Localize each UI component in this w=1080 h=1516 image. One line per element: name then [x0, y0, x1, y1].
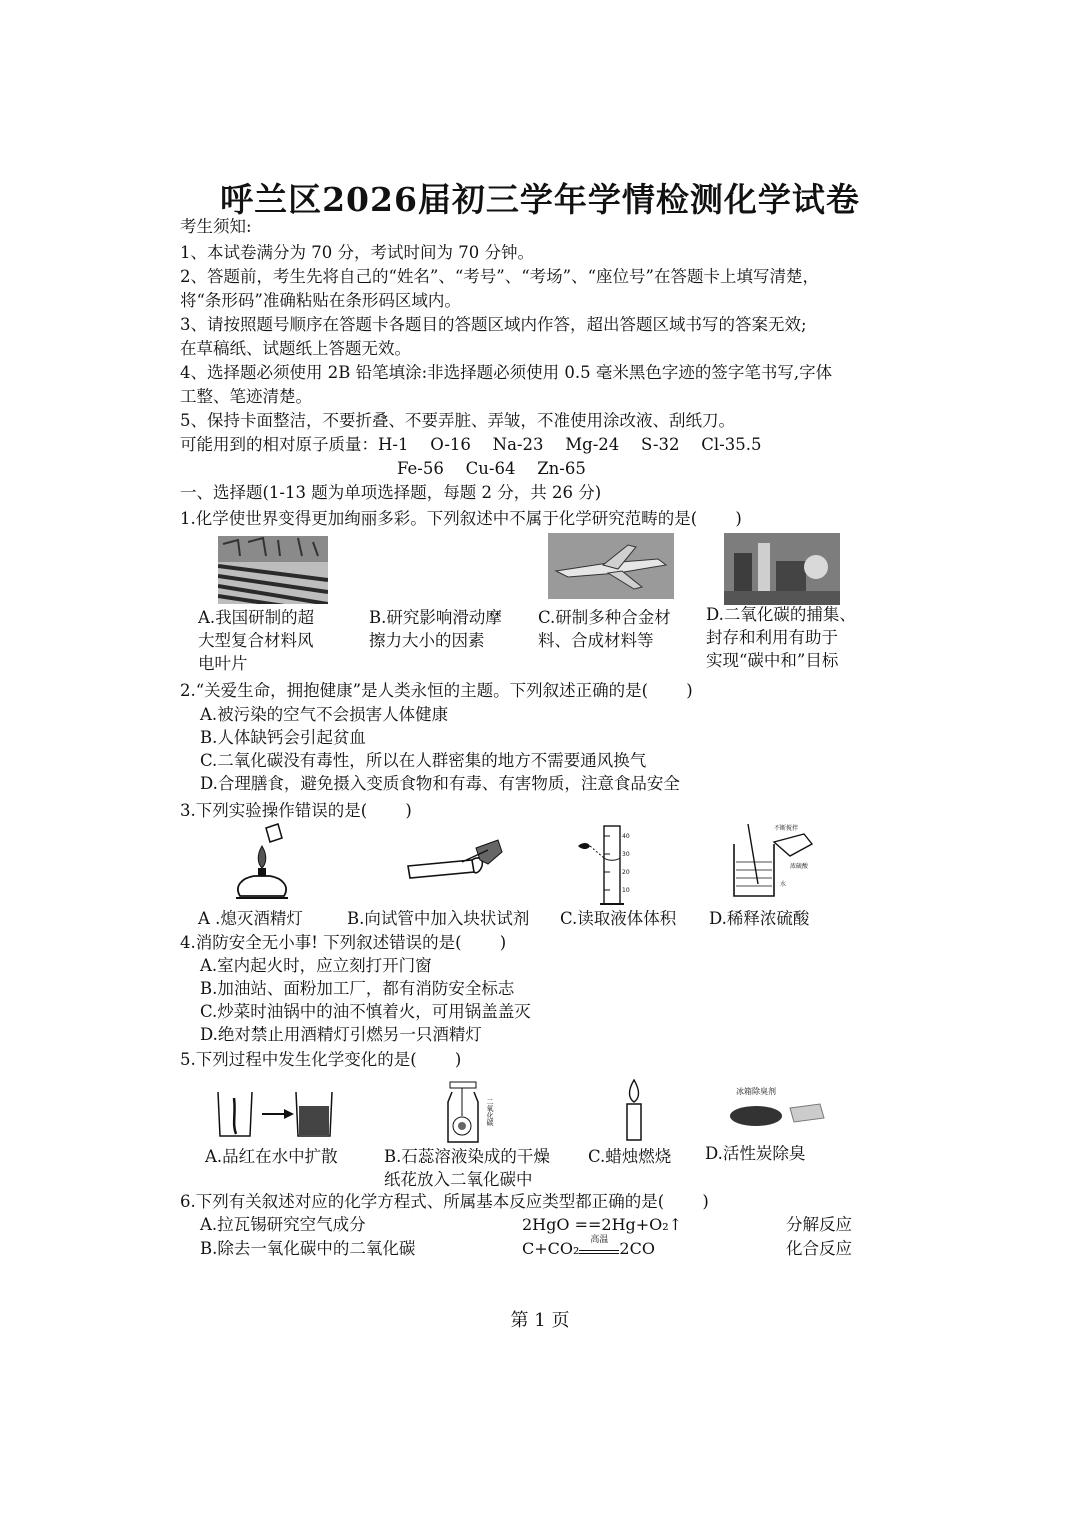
water-label: 水	[780, 881, 787, 888]
wind-blade-photo	[218, 536, 328, 604]
q6-option-a-type: 分解反应	[786, 1215, 852, 1234]
aircraft-photo	[548, 533, 674, 599]
q3-option-c: C.读取液体体积	[560, 909, 677, 928]
cylinder-tick: 30	[622, 851, 630, 858]
notice-item: 4、选择题必须使用 2B 铅笔填涂:非选择题必须使用 0.5 毫米黑色字迹的签字笔书写,字体	[180, 363, 833, 382]
q3-option-a: A .熄灭酒精灯	[198, 909, 303, 928]
notice-item: 1、本试卷满分为 70 分，考试时间为 70 分钟。	[180, 243, 534, 262]
q4-option-a: A.室内起火时，应立刻打开门窗	[200, 956, 432, 975]
atomic-mass-line: 可能用到的相对原子质量：H-1 O-16 Na-23 Mg-24 S-32 Cl-35.5	[180, 435, 762, 454]
q6-option-a-text: A.拉瓦锡研究空气成分	[200, 1215, 366, 1234]
q2-option-a: A.被污染的空气不会损害人体健康	[200, 705, 449, 724]
q5-option-d: D.活性炭除臭	[705, 1144, 806, 1163]
notice-item: 工整、笔迹清楚。	[180, 387, 312, 406]
question-stem: 3.下列实验操作错误的是( )	[180, 801, 412, 820]
dilution-figure	[730, 822, 824, 902]
page-number: 第 1 页	[510, 1310, 570, 1331]
notice-item: 3、请按照题号顺序在答题卡各题目的答题区域内作答，超出答题区域书写的答案无效;	[180, 315, 807, 334]
q4-option-c: C.炒菜时油锅中的油不慎着火，可用锅盖盖灭	[200, 1002, 531, 1021]
question-stem: 4.消防安全无小事! 下列叙述错误的是( )	[180, 933, 507, 952]
q2-option-c: C.二氧化碳没有毒性，所以在人群密集的地方不需要通风换气	[200, 751, 647, 770]
test-tube-figure	[402, 832, 506, 890]
q5-option-b: B.石蕊溶液染成的干燥 纸花放入二氧化碳中	[384, 1147, 550, 1189]
diffusion-figure	[214, 1084, 334, 1140]
notice-item: 在草稿纸、试题纸上答题无效。	[180, 339, 411, 358]
cylinder-tick: 10	[622, 887, 630, 894]
cylinder-tick: 20	[622, 869, 630, 876]
q2-option-d: D.合理膳食，避免摄入变质食物和有毒、有害物质，注意食品安全	[200, 774, 680, 793]
q6-option-b-text: B.除去一氧化碳中的二氧化碳	[200, 1239, 416, 1258]
q6-option-b-type: 化合反应	[786, 1239, 852, 1258]
q6-option-b-equation: C+CO₂ 高温 2CO	[522, 1235, 655, 1258]
notice-item: 5、保持卡面整洁，不要折叠、不要弄脏、弄皱，不准使用涂改液、刮纸刀。	[180, 411, 735, 430]
graduated-cylinder-figure	[576, 824, 634, 908]
section-heading: 一、选择题(1-13 题为单项选择题，每题 2 分，共 26 分)	[180, 483, 602, 502]
q3-option-d: D.稀释浓硫酸	[709, 909, 810, 928]
carbon-capture-photo	[724, 533, 840, 605]
alcohol-lamp-figure	[228, 822, 298, 904]
q4-option-d: D.绝对禁止用酒精灯引燃另一只酒精灯	[200, 1025, 482, 1044]
question-stem: 6.下列有关叙述对应的化学方程式、所属基本反应类型都正确的是( )	[180, 1192, 709, 1211]
deodorizer-label: 冰箱除臭剂	[736, 1087, 776, 1096]
charcoal-figure	[720, 1084, 826, 1134]
notice-item: 将“条形码”准确粘贴在条形码区域内。	[180, 291, 461, 310]
q6-option-a-equation: 2HgO ==2Hg+O₂↑	[522, 1215, 683, 1234]
q4-option-b: B.加油站、面粉加工厂，都有消防安全标志	[200, 979, 515, 998]
q1-option-c: C.研制多种合金材 料、合成材料等	[538, 608, 671, 650]
question-stem: 2.“关爱生命，拥抱健康”是人类永恒的主题。下列叙述正确的是( )	[180, 681, 693, 700]
cylinder-tick: 40	[622, 833, 630, 840]
co2-label: 二氧化碳	[486, 1098, 494, 1126]
q5-option-c: C.蜡烛燃烧	[588, 1147, 672, 1166]
question-stem: 1.化学使世界变得更加绚丽多彩。下列叙述中不属于化学研究范畴的是( )	[180, 509, 742, 528]
acid-label: 浓硫酸	[790, 863, 809, 870]
litmus-flower-figure	[438, 1080, 518, 1146]
notice-heading: 考生须知:	[180, 217, 252, 236]
stir-label: 不断搅拌	[774, 825, 799, 832]
q5-option-a: A.品红在水中扩散	[205, 1147, 338, 1166]
q1-option-a: A.我国研制的超 大型复合材料风 电叶片	[198, 608, 315, 673]
exam-title: 呼兰区2026届初三学年学情检测化学试卷	[220, 180, 860, 219]
q2-option-b: B.人体缺钙会引起贫血	[200, 728, 366, 747]
q3-option-b: B.向试管中加入块状试剂	[347, 909, 530, 928]
notice-item: 2、答题前，考生先将自己的“姓名”、“考号”、“考场”、“座位号”在答题卡上填写清楚，	[180, 267, 819, 286]
q1-option-d: D.二氧化碳的捕集、 封存和利用有助于 实现“碳中和”目标	[706, 605, 856, 670]
atomic-mass-line: Fe-56 Cu-64 Zn-65	[397, 459, 586, 478]
q1-option-b: B.研究影响滑动摩 擦力大小的因素	[369, 608, 502, 650]
question-stem: 5.下列过程中发生化学变化的是( )	[180, 1050, 462, 1069]
candle-figure	[618, 1078, 650, 1142]
